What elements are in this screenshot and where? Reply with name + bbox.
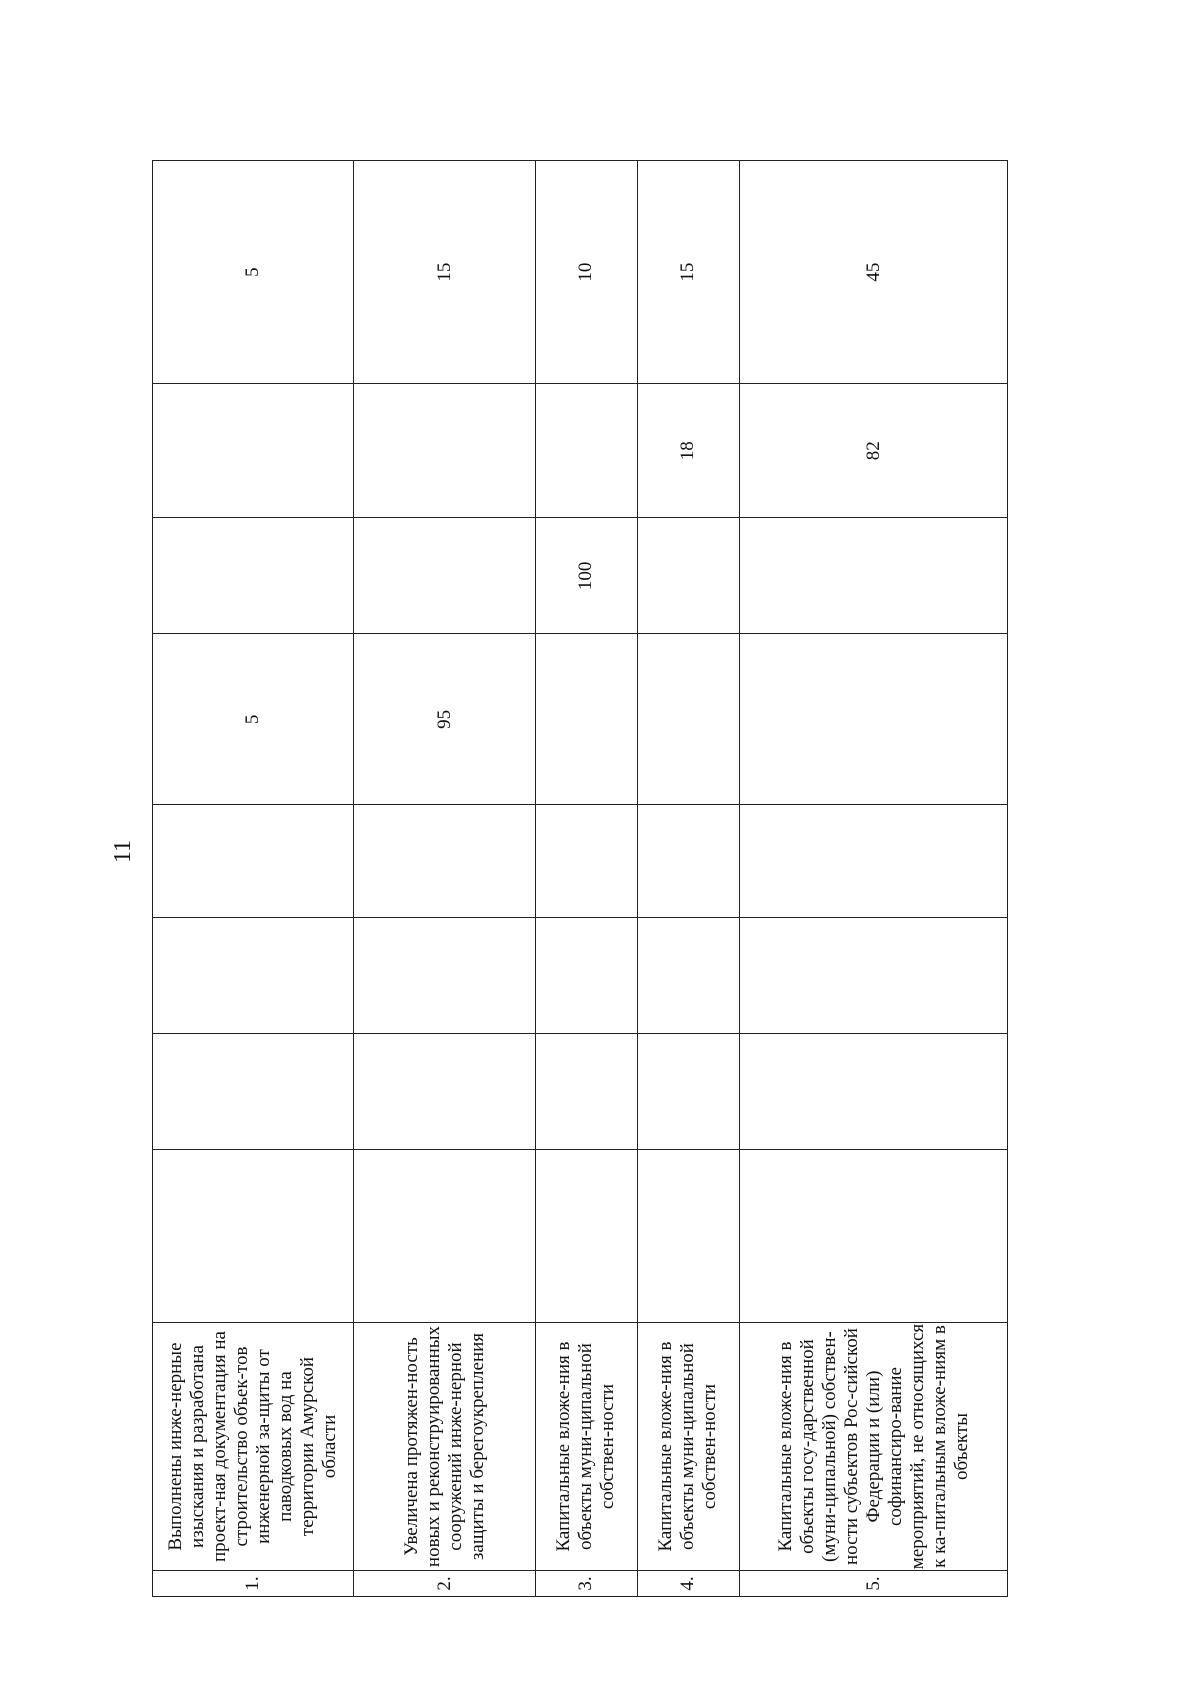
- cell-value: [637, 1149, 740, 1322]
- cell-value: 95: [354, 634, 536, 805]
- row-name: Капитальные вложе-ния в объекты госу-дарственной (муни-ципальной) собствен-ности субъектов Рос-сийской Федерации и (или) софинансиро-вание мероприятий, не относящихся к ка-питальным вложе-ниям в объекты: [740, 1323, 1008, 1571]
- row-number: 1.: [153, 1571, 354, 1597]
- row-name: Капитальные вложе-ния в объекты муни-ципальной собствен-ности: [536, 1323, 638, 1571]
- cell-value: [153, 1033, 354, 1149]
- cell-value: 10: [536, 161, 638, 384]
- row-number: 3.: [536, 1571, 638, 1597]
- cell-value: [536, 918, 638, 1034]
- cell-value: 5: [153, 161, 354, 384]
- cell-value: [153, 518, 354, 634]
- cell-value: [637, 805, 740, 918]
- cell-value: [153, 918, 354, 1034]
- cell-value: [740, 634, 1008, 805]
- row-name: Увеличена протяжен-ность новых и реконструированных сооружений инже-нерной защиты и берегоукрепления: [354, 1323, 536, 1571]
- cell-value: 5: [153, 634, 354, 805]
- cell-value: 100: [536, 518, 638, 634]
- cell-value: [536, 384, 638, 518]
- cell-value: [637, 518, 740, 634]
- cell-value: [354, 805, 536, 918]
- cell-value: [740, 1033, 1008, 1149]
- table-row: [740, 161, 1008, 1597]
- cell-value: 82: [740, 384, 1008, 518]
- cell-value: [354, 918, 536, 1034]
- cell-value: [740, 918, 1008, 1034]
- cell-value: [740, 805, 1008, 918]
- table-wrapper: [152, 160, 1008, 1597]
- table-row: [153, 161, 354, 1597]
- cell-value: [153, 384, 354, 518]
- table-row: [536, 161, 638, 1597]
- cell-value: [354, 384, 536, 518]
- cell-value: [637, 634, 740, 805]
- cell-value: [536, 1149, 638, 1322]
- cell-value: [740, 1149, 1008, 1322]
- cell-value: [740, 518, 1008, 634]
- row-number: 5.: [740, 1571, 1008, 1597]
- cell-value: [354, 518, 536, 634]
- page-number: 11: [110, 839, 137, 864]
- cell-value: [536, 1033, 638, 1149]
- cell-value: [153, 1149, 354, 1322]
- table-row: [354, 161, 536, 1597]
- cell-value: [153, 805, 354, 918]
- data-table: [152, 160, 1008, 1597]
- row-name: Капитальные вложе-ния в объекты муни-ципальной собствен-ности: [637, 1323, 740, 1571]
- row-name: Выполнены инже-нерные изыскания и разработана проект-ная документация на строительство объек-тов инженерной за-щиты от паводковых вод на территории Амурской области: [153, 1323, 354, 1571]
- cell-value: 18: [637, 384, 740, 518]
- cell-value: [536, 805, 638, 918]
- cell-value: [637, 918, 740, 1034]
- row-number: 2.: [354, 1571, 536, 1597]
- cell-value: [536, 634, 638, 805]
- cell-value: [354, 1149, 536, 1322]
- table-row: [637, 161, 740, 1597]
- row-number: 4.: [637, 1571, 740, 1597]
- cell-value: 15: [354, 161, 536, 384]
- cell-value: 45: [740, 161, 1008, 384]
- cell-value: [637, 1033, 740, 1149]
- cell-value: 15: [637, 161, 740, 384]
- cell-value: [354, 1033, 536, 1149]
